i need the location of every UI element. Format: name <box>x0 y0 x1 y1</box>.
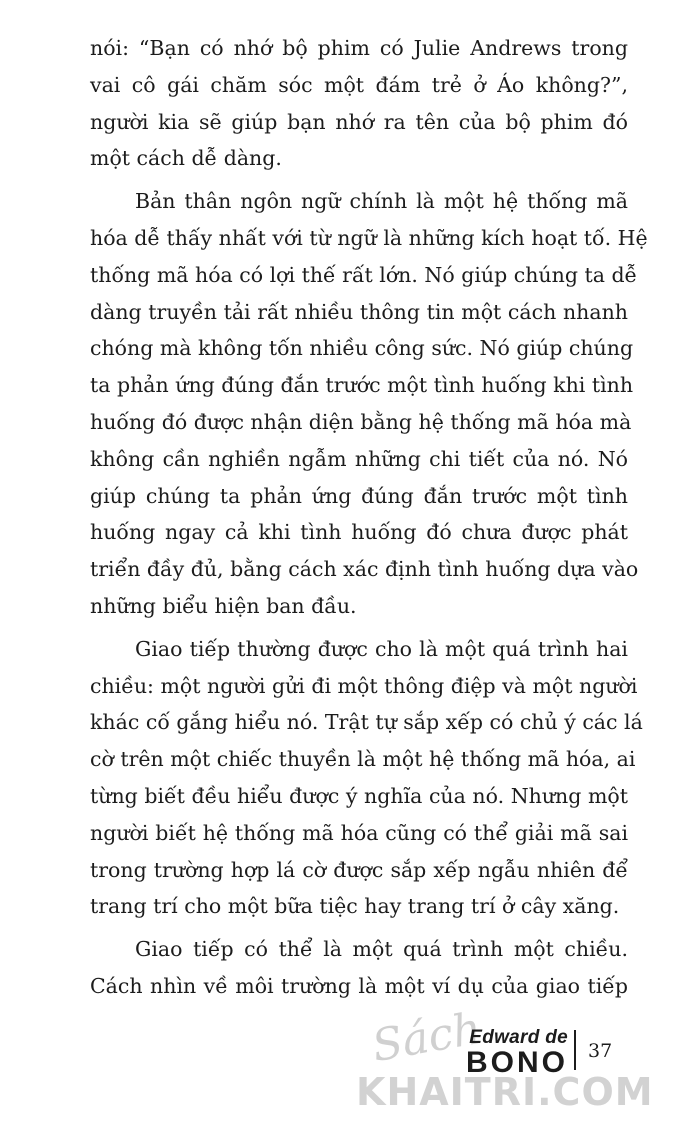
text-line: trang trí cho một bữa tiệc hay trang trí ở cây xăng. <box>90 894 620 919</box>
text-line: giúp chúng ta phản ứng đúng đắn trước một tình <box>90 483 628 508</box>
text-line: huống đó được nhận diện bằng hệ thống mã hóa mà <box>90 409 632 434</box>
paragraph <box>90 183 648 625</box>
author-brand <box>440 1028 568 1078</box>
text-line: khác cố gắng hiểu nó. Trật tự sắp xếp có chủ ý các lá <box>90 710 643 735</box>
footer-divider <box>574 1030 576 1070</box>
page-number: 37 <box>588 1040 613 1062</box>
text-line: Bản thân ngôn ngữ chính là một hệ thống mã <box>135 189 628 214</box>
text-line: vai cô gái chăm sóc một đám trẻ ở Áo không?”, <box>90 72 628 97</box>
author-brand-top: Edward de <box>469 1027 568 1048</box>
text-line: thống mã hóa có lợi thế rất lớn. Nó giúp chúng ta dễ <box>90 262 638 287</box>
text-line: nói: “Bạn có nhớ bộ phim có Julie Andrews trong <box>90 36 628 60</box>
text-line: Giao tiếp thường được cho là một quá trình hai <box>135 636 628 661</box>
watermark-site: KHAITRI.COM <box>356 1070 654 1114</box>
text-line: người biết hệ thống mã hóa cũng có thể giải mã sai <box>90 820 628 845</box>
author-brand-bottom: BONO <box>466 1046 568 1079</box>
text-line: trong trường hợp lá cờ được sắp xếp ngẫu nhiên để <box>90 857 628 882</box>
body-text <box>90 30 648 1005</box>
text-line: chiều: một người gửi đi một thông điệp và một người <box>90 673 638 698</box>
text-line: không cần nghiền ngẫm những chi tiết của nó. Nó <box>90 446 628 471</box>
text-line: huống ngay cả khi tình huống đó chưa được phát <box>90 520 628 545</box>
text-line: người kia sẽ giúp bạn nhớ ra tên của bộ phim đó <box>90 109 628 134</box>
paragraph <box>90 931 628 1005</box>
text-line: ta phản ứng đúng đắn trước một tình huống khi tình <box>90 373 634 398</box>
watermark-script: Sách <box>368 1002 485 1073</box>
text-line: một cách dễ dàng. <box>90 146 282 171</box>
text-line: Giao tiếp có thể là một quá trình một chiều. <box>135 937 628 962</box>
paragraph <box>90 631 643 925</box>
text-line: những biểu hiện ban đầu. <box>90 593 357 618</box>
text-line: từng biết đều hiểu được ý nghĩa của nó. Nhưng một <box>90 783 628 808</box>
text-line: cờ trên một chiếc thuyền là một hệ thống mã hóa, ai <box>90 747 636 772</box>
text-line: hóa dễ thấy nhất với từ ngữ là những kích hoạt tố. Hệ <box>90 225 648 250</box>
paragraph <box>90 30 628 177</box>
text-line: dàng truyền tải rất nhiều thông tin một cách nhanh <box>90 299 628 324</box>
text-line: Cách nhìn về môi trường là một ví dụ của giao tiếp <box>90 973 628 998</box>
text-line: triển đầy đủ, bằng cách xác định tình huống dựa vào <box>90 557 639 582</box>
text-line: chóng mà không tốn nhiều công sức. Nó giúp chúng <box>90 336 634 361</box>
